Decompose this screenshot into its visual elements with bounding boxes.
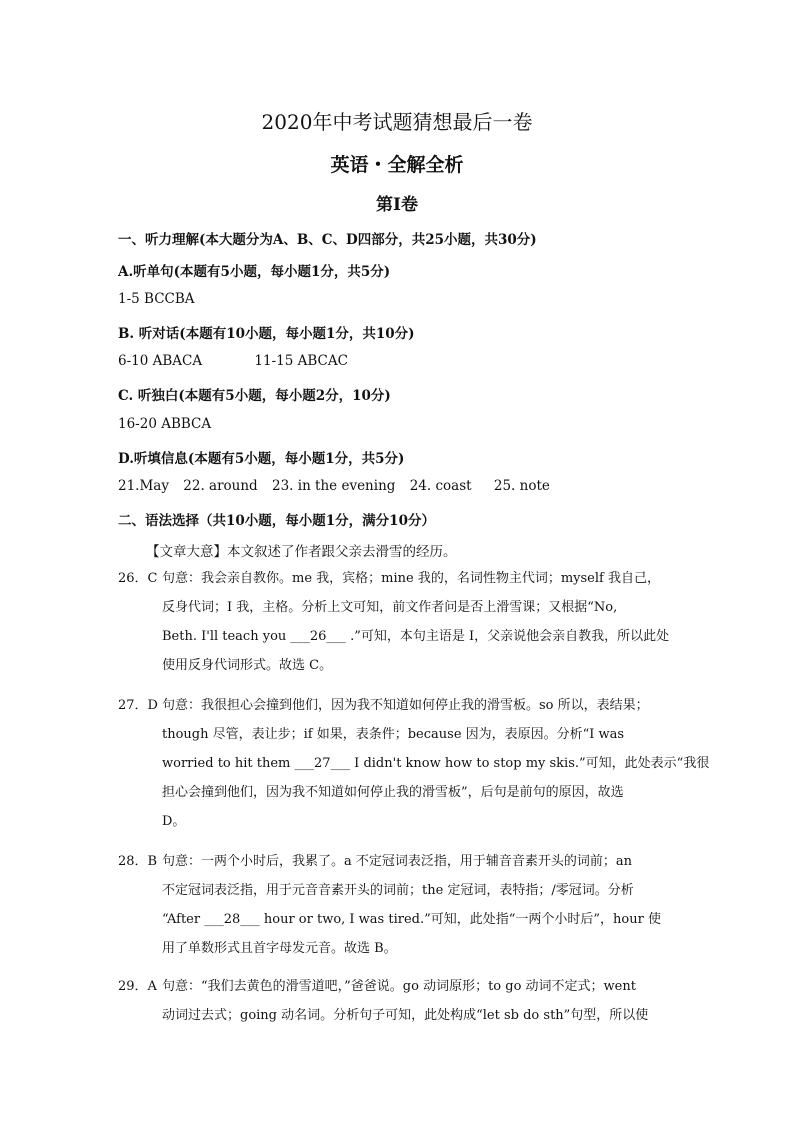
explanation-line: worried to hit them ___27___ I didn't know how to stop my skis.”可知，此处表示“我很 <box>162 756 710 771</box>
part2-heading: 二、语法选择（共10小题，每小题1分，满分10分） <box>118 513 435 529</box>
passage-summary: 【文章大意】本文叙述了作者跟父亲去滑雪的经历。 <box>146 544 457 560</box>
explanation-line: 担心会撞到他们，因为我不知道如何停止我的滑雪板”，后句是前句的原因，故选 <box>162 785 624 800</box>
question-number: 28．B <box>118 854 158 869</box>
question-27 <box>118 691 710 836</box>
answer-item: 24. coast <box>409 478 472 494</box>
section-a-answers <box>118 291 205 307</box>
question-28 <box>118 847 678 963</box>
question-number: 26．C <box>118 571 158 586</box>
explanation-line: 句意：一两个小时后，我累了。a 不定冠词表泛指，用于辅音音素开头的词前；an <box>162 854 633 869</box>
explanation-line: D。 <box>162 814 186 829</box>
section-b-heading: B. 听对话(本题有10小题，每小题1分，共10分) <box>118 326 415 342</box>
section-a-heading: A.听单句(本题有5小题，每小题1分，共5分) <box>118 264 391 280</box>
explanation-line: 用了单数形式且首字母发元音。故选 B。 <box>162 941 397 956</box>
answer-item: 25. note <box>493 478 550 494</box>
document-title: 2020年中考试题猜想最后一卷 <box>261 110 533 134</box>
explanation-line: 句意：我会亲自教你。me 我，宾格；mine 我的，名词性物主代词；myself 我自己， <box>162 571 660 586</box>
section-c-heading: C. 听独白(本题有5小题，每小题2分，10分) <box>118 388 391 404</box>
explanation-line: 反身代词；I 我，主格。分析上文可知，前文作者问是否上滑雪课；又根据“No, <box>162 600 618 615</box>
answer-item: 22. around <box>183 478 258 494</box>
section-b-answers <box>118 353 358 369</box>
answer-group: 1-5 BCCBA <box>118 291 195 307</box>
part1-heading: 一、听力理解(本大题分为A、B、C、D四部分，共25小题，共30分) <box>118 232 537 248</box>
explanation-line: Beth. I'll teach you ___26___ .”可知，本句主语是 I，父亲说他会亲自教我，所以此处 <box>162 629 670 644</box>
explanation-line: “After ___28___ hour or two, I was tired.”可知，此处指“一两个小时后”，hour 使 <box>162 912 661 927</box>
explanation-line: 动词过去式；going 动名词。分析句子可知，此处构成“let sb do sth”句型，所以使 <box>162 1008 649 1023</box>
section-c-answers <box>118 416 221 432</box>
explanation-line: though 尽管，表让步；if 如果，表条件；because 因为，表原因。分析“I was <box>162 727 625 742</box>
section-d-heading: D.听填信息(本题有5小题，每小题1分，共5分) <box>118 451 405 467</box>
question-29 <box>118 972 678 1030</box>
explanation-line: 句意：我很担心会撞到他们，因为我不知道如何停止我的滑雪板。so 所以，表结果； <box>162 698 649 713</box>
question-number: 27．D <box>118 698 158 713</box>
section-d-answers <box>118 478 560 494</box>
answer-item: 23. in the evening <box>271 478 396 494</box>
document-subtitle: 英语・全解全析 <box>330 154 464 176</box>
explanation-line: 不定冠词表泛指，用于元音音素开头的词前；the 定冠词，表特指；/零冠词。分析 <box>162 883 634 898</box>
explanation-line: 使用反身代词形式。故选 C。 <box>162 658 333 673</box>
question-number: 29．A <box>118 979 157 994</box>
answer-group: 6-10 ABACA <box>118 353 203 369</box>
volume-label: 第I卷 <box>376 195 418 215</box>
answer-item: 21.May <box>118 478 169 494</box>
answer-group: 16-20 ABBCA <box>118 416 212 432</box>
answer-group: 11-15 ABCAC <box>254 353 348 369</box>
question-26 <box>118 564 678 680</box>
explanation-line: 句意：“我们去黄色的滑雪道吧，”爸爸说。go 动词原形；to go 动词不定式；went <box>162 979 636 994</box>
